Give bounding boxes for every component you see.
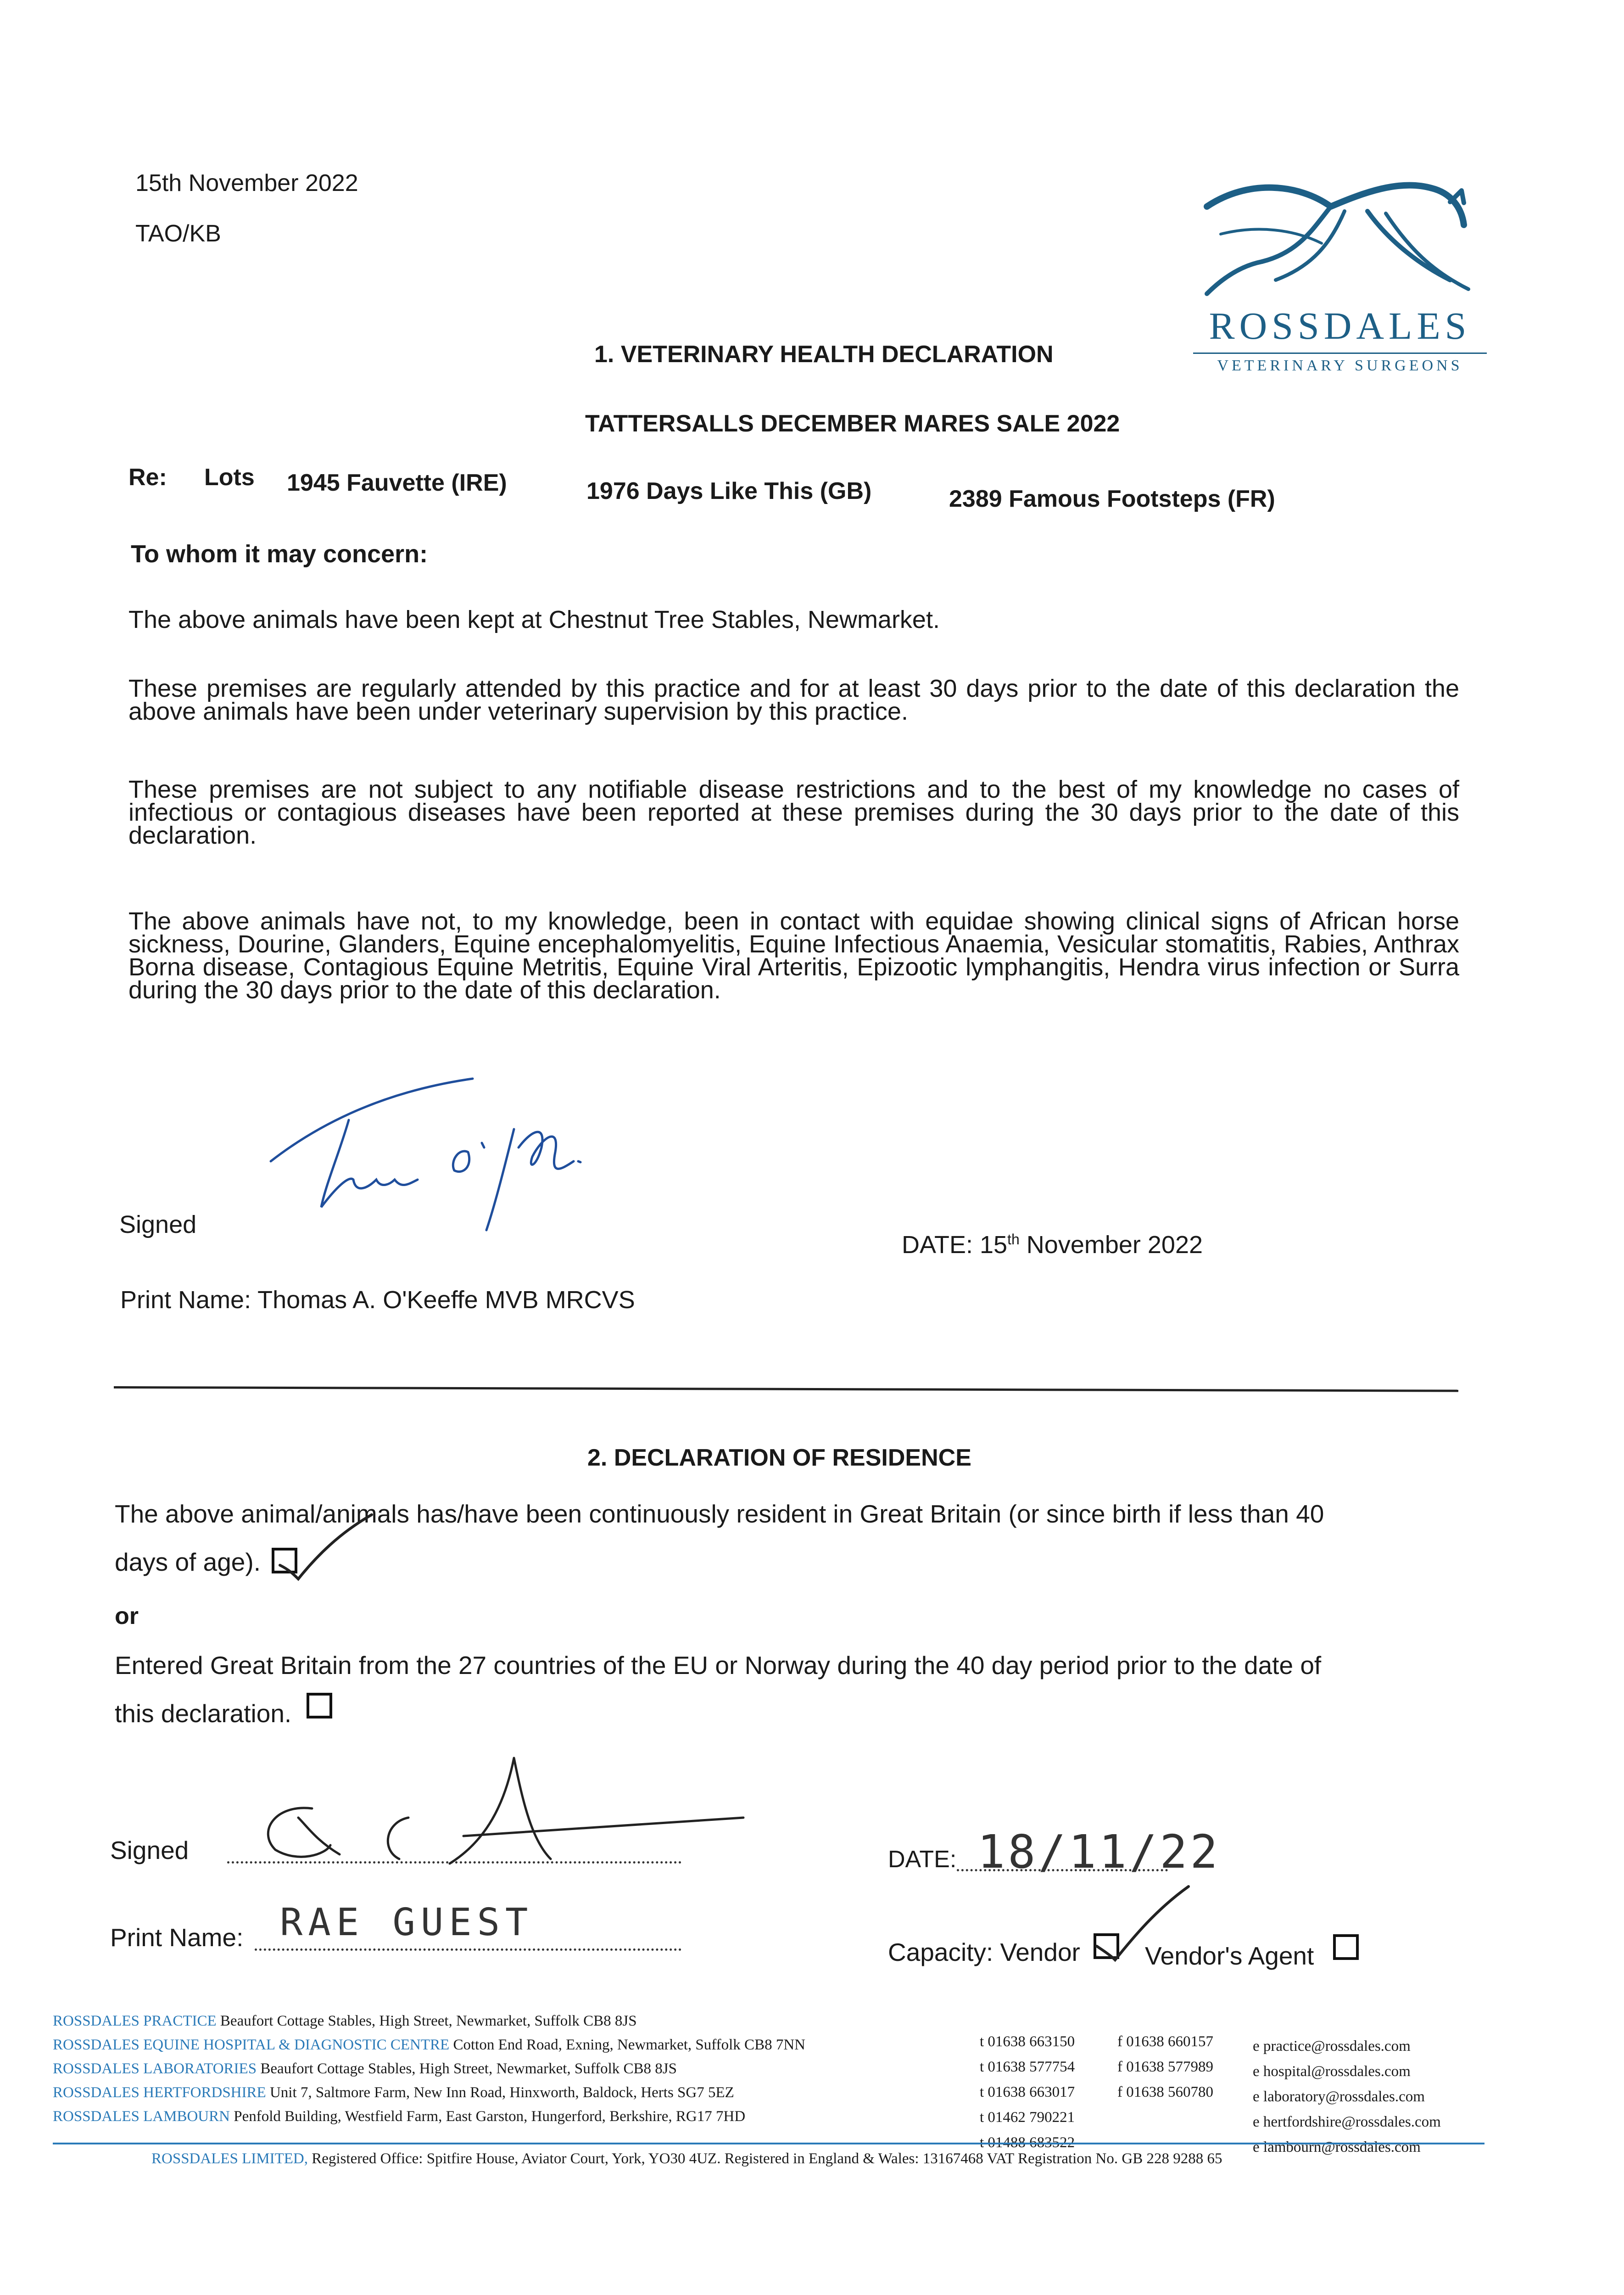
date-month-year: November 2022	[1019, 1231, 1203, 1259]
signature-guest	[248, 1749, 753, 1882]
logo-divider	[1193, 353, 1487, 354]
footer-branch-name: ROSSDALES HERTFORDSHIRE	[53, 2084, 266, 2101]
print-name-vet: Print Name: Thomas A. O'Keeffe MVB MRCVS	[120, 1286, 635, 1314]
lots-label: Lots	[204, 464, 255, 491]
footer-branch-address: Cotton End Road, Exning, Newmarket, Suffolk CB8 7NN	[453, 2037, 805, 2053]
footer-fax: f 01638 560780	[1117, 2084, 1213, 2100]
signed-label-2: Signed	[110, 1836, 189, 1864]
option2-text: Entered Great Britain from the 27 countries of the EU or Norway during the 40 day period prior to the date of	[115, 1651, 1322, 1679]
footer-address-row	[53, 2084, 734, 2101]
lot-item: 1976 Days Like This (GB)	[586, 478, 872, 504]
footer-branch-address: Unit 7, Saltmore Farm, New Inn Road, Hinxworth, Baldock, Herts SG7 5EZ	[269, 2084, 734, 2101]
date-day: 15	[980, 1231, 1008, 1259]
footer-registration	[151, 2150, 1222, 2167]
footer-address-row	[53, 2108, 745, 2125]
paragraph: These premises are not subject to any notifiable disease restrictions and to the best of my knowledge no cases of infectious or contagious diseases have been reported at these premises during the 30 days prior to the date of this declaration.	[128, 776, 1459, 849]
footer-phone: t 01488 683522	[980, 2134, 1075, 2151]
footer-branch-address: Beaufort Cottage Stables, High Street, Newmarket, Suffolk CB8 8JS	[220, 2013, 637, 2029]
signed-label: Signed	[119, 1211, 197, 1238]
footer-email: e hospital@rossdales.com	[1253, 2063, 1411, 2080]
lot-item: 2389 Famous Footsteps (FR)	[949, 486, 1275, 512]
footer-address-row	[53, 2060, 677, 2077]
footer-address-row	[53, 2037, 805, 2054]
logo-tagline: VETERINARY SURGEONS	[1217, 357, 1463, 374]
footer-phone: t 01638 577754	[980, 2059, 1075, 2075]
lot-item: 1945 Fauvette (IRE)	[287, 470, 507, 496]
eu-entry-checkbox[interactable]	[307, 1693, 332, 1718]
paragraph: These premises are regularly attended by this practice and for at least 30 days prior to the date of this declaration the above animals have been under veterinary supervision by this practice.	[128, 675, 1459, 725]
footer-branch-address: Penfold Building, Westfield Farm, East Garston, Hungerford, Berkshire, RG17 7HD	[234, 2108, 746, 2125]
option1-text: The above animal/animals has/have been continuously resident in Great Britain (or since birth if less than 40	[115, 1500, 1324, 1528]
footer-branch-name: ROSSDALES PRACTICE	[53, 2013, 217, 2029]
paragraph: The above animals have been kept at Chestnut Tree Stables, Newmarket.	[128, 606, 940, 633]
footer-branch-name: ROSSDALES EQUINE HOSPITAL & DIAGNOSTIC CENTRE	[53, 2037, 450, 2053]
rossdales-logo	[1193, 174, 1487, 395]
footer-phone: t 01462 790221	[980, 2109, 1075, 2126]
footer-phone: t 01638 663017	[980, 2084, 1075, 2100]
handwritten-print-name: RAE GUEST	[280, 1901, 534, 1944]
section1-title: 1. VETERINARY HEALTH DECLARATION	[594, 341, 1054, 368]
footer-email: e laboratory@rossdales.com	[1253, 2088, 1425, 2105]
declaration-date	[902, 1230, 1203, 1260]
footer-email: e practice@rossdales.com	[1253, 2038, 1411, 2054]
date-suffix: th	[1007, 1231, 1020, 1248]
footer-email: e lambourn@rossdales.com	[1253, 2139, 1421, 2155]
section1-subtitle: TATTERSALLS DECEMBER MARES SALE 2022	[585, 410, 1120, 437]
signature-okeeffe	[257, 1074, 661, 1248]
footer-branch-name: ROSSDALES LABORATORIES	[53, 2060, 257, 2077]
footer-fax: f 01638 577989	[1117, 2059, 1213, 2075]
footer-registered-office: Registered Office: Spitfire House, Aviator Court, York, YO30 4UZ. Registered in England & Wales: 13167468 VAT Registration No. GB 228 9288 65	[312, 2150, 1222, 2167]
footer-branch-name: ROSSDALES LAMBOURN	[53, 2108, 230, 2125]
letter-reference: TAO/KB	[135, 220, 221, 247]
letter-date: 15th November 2022	[135, 170, 358, 196]
horse-logo-icon	[1193, 174, 1487, 303]
capacity-label: Capacity: Vendor	[888, 1938, 1080, 1966]
handwritten-date: 18/11/22	[977, 1825, 1221, 1879]
salutation: To whom it may concern:	[131, 540, 428, 568]
footer-email: e hertfordshire@rossdales.com	[1253, 2114, 1441, 2130]
date-label-2: DATE:	[888, 1846, 957, 1873]
agent-checkbox[interactable]	[1333, 1934, 1359, 1960]
footer-company-name: ROSSDALES LIMITED,	[151, 2150, 308, 2167]
footer-phone: t 01638 663150	[980, 2033, 1075, 2050]
footer-rule	[53, 2143, 1484, 2144]
date-label: DATE:	[902, 1231, 980, 1259]
or-label: or	[115, 1603, 139, 1629]
footer-fax: f 01638 660157	[1117, 2033, 1213, 2050]
footer-branch-address: Beaufort Cottage Stables, High Street, Newmarket, Suffolk CB8 8JS	[260, 2060, 677, 2077]
section2-title: 2. DECLARATION OF RESIDENCE	[587, 1444, 971, 1471]
print-name-label-2: Print Name:	[110, 1923, 244, 1952]
paragraph: The above animals have not, to my knowledge, been in contact with equidae showing clinical signs of African horse sickness, Dourine, Glanders, Equine encephalomyelitis, Equine Infectious Anaemia, Vesicular stomatitis, Rabies, Anthrax Borna disease, Contagious Equine Metritis, Equine Viral Arteritis, Epizootic lymphangitis, Hendra virus infection or Surra during the 30 days prior to the date of this declaration.	[128, 907, 1459, 1004]
section-divider	[114, 1386, 1458, 1392]
print-name-line	[255, 1948, 681, 1951]
checkmark-icon	[271, 1510, 376, 1584]
option1-text-cont: days of age).	[115, 1548, 261, 1576]
agent-label: Vendor's Agent	[1145, 1942, 1314, 1970]
logo-wordmark: ROSSDALES	[1209, 305, 1471, 347]
footer-address-row	[53, 2013, 637, 2030]
option2-text-cont: this declaration.	[115, 1699, 292, 1728]
re-label: Re:	[128, 464, 167, 491]
